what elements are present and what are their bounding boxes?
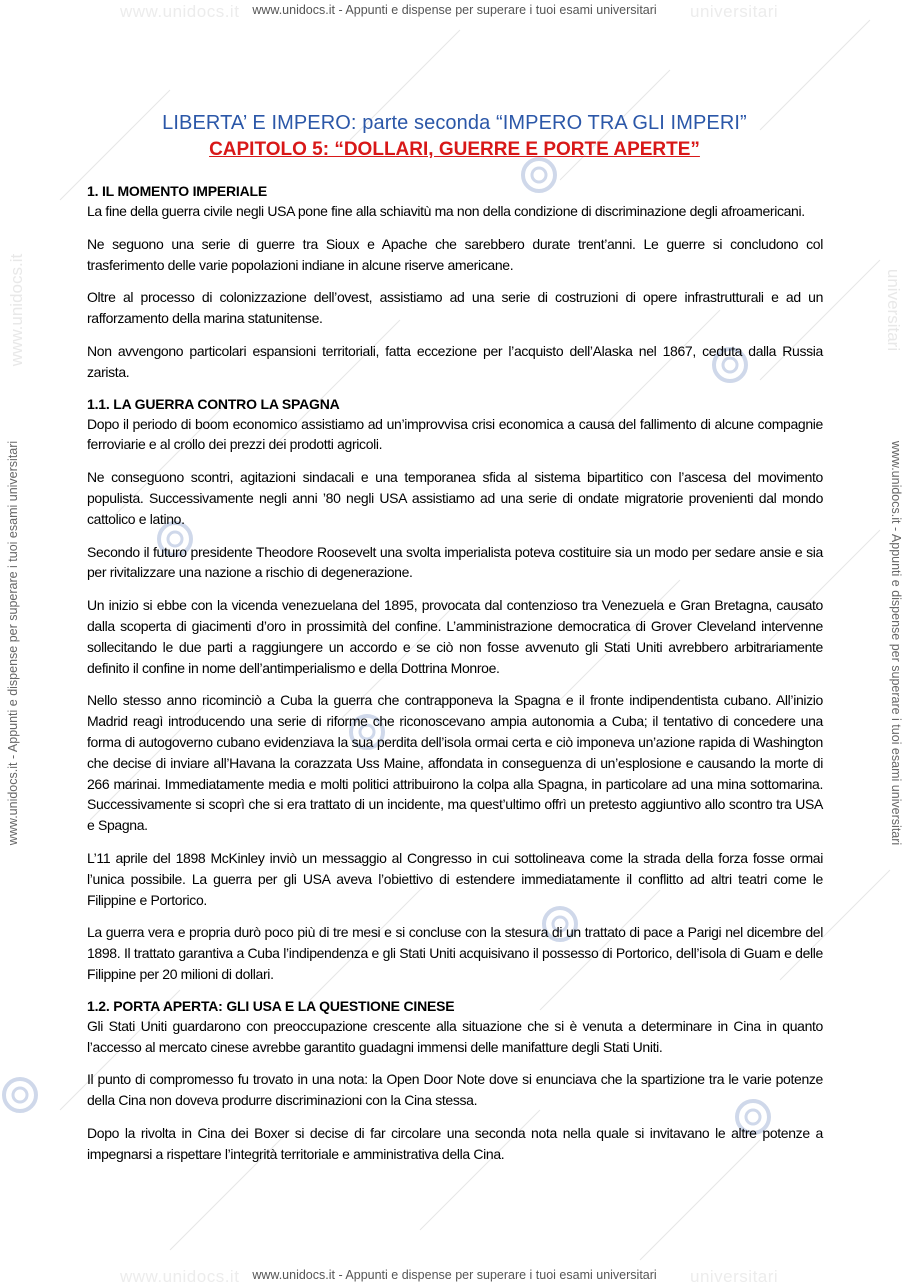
section <box>87 395 823 985</box>
banner-ghost-left: www.unidocs.it <box>120 2 240 21</box>
paragraph: Ne seguono una serie di guerre tra Sioux e Apache che sarebbero durate trent’anni. Le guerre si concludono col trasferimento delle varie popolazioni indiane in alcune riserve americane. <box>87 235 823 273</box>
banner-text: www.unidocs.it - Appunti e dispense per superare i tuoi esami universitari <box>252 3 657 17</box>
paragraph: Un inizio si ebbe con la vicenda venezuelana del 1895, provocata dal contenzioso tra Venezuela e Gran Bretagna, causato dalla scoperta di giacimenti d’oro in prossimità del confine. L’amministrazione democratica di Grover Cleveland intervenne sollecitando le due parti a raggiungere un accordo e se ciò non fosse avvenuto gli Stati Uniti avrebbero arbitrariamente definito il confine in nome dell’antimperialismo e della Dottrina Monroe. <box>87 597 823 676</box>
paragraph: Nello stesso anno ricominciò a Cuba la guerra che contrapponeva la Spagna e il fronte indipendentista cubano. All’inizio Madrid reagì introducendo una serie di riforme che riconoscevano ampia autonomia a Cuba; il tentativo di concedere una forma di autogoverno cubano evidenziava la sua perdita dell’isola ormai certa e ciò imponeva un’azione rapida di Washington che decise di inviare all’Havana la corazzata Uss Maine, affondata in conseguenza di un’esplosione e causando la morte di 266 marinai. Immediatamente media e molti politici attribuirono la colpa alla Spagna, in particolare ad una mina sottomarina. Successivamente si scoprì che si era trattato di un incidente, ma quest’ultimo offrì un pretesto aggiuntivo allo scontro tra USA e Spagna. <box>87 692 823 834</box>
paragraph: L’11 aprile del 1898 McKinley inviò un messaggio al Congresso in cui sottolineava come la strada della forza fosse ormai l’unica possibile. La guerra per gli USA aveva l’obiettivo di estendere immediatamente il conflitto ad altri teatri come le Filippine e Portorico. <box>87 849 823 908</box>
side-ghost-right: universitari <box>884 268 903 352</box>
banner-ghost-left: www.unidocs.it <box>120 1267 240 1286</box>
section <box>87 182 823 383</box>
unidocs-logo-icon <box>0 1075 40 1115</box>
banner-ghost-right: universitari <box>690 2 779 21</box>
section-heading: 1. IL MOMENTO IMPERIALE <box>87 183 268 199</box>
section <box>87 997 823 1165</box>
paragraph: Non avvengono particolari espansioni territoriali, fatta eccezione per l’acquisto dell’Alaska nel 1867, ceduta dalla Russia zarista. <box>87 342 823 380</box>
section-heading: 1.2. PORTA APERTA: GLI USA E LA QUESTIONE CINESE <box>87 997 455 1014</box>
paragraph: Dopo il periodo di boom economico assistiamo ad un’improvvisa crisi economica a causa del fallimento di alcune compagnie ferroviarie e al crollo dei prezzi dei prodotti agricoli. <box>87 415 823 453</box>
side-watermark-right: www.unidocs.it - Appunti e dispense per superare i tuoi esami universitari <box>889 440 903 846</box>
banner-text: www.unidocs.it - Appunti e dispense per superare i tuoi esami universitari <box>252 1268 657 1282</box>
paragraph: Oltre al processo di colonizzazione dell’ovest, assistiamo ad una serie di costruzioni di opere infrastrutturali e ad un rafforzamento della marina statunitense. <box>87 289 823 327</box>
footer-banner <box>0 1267 909 1286</box>
chapter-title: CAPITOLO 5: “DOLLARI, GUERRE E PORTE APERTE” <box>209 139 700 160</box>
paragraph: Il punto di compromesso fu trovato in una nota: la Open Door Note dove si enunciava che la spartizione tra le varie potenze della Cina non doveva produrre discriminazioni con la Cina stessa. <box>87 1071 823 1109</box>
side-watermark-left: www.unidocs.it - Appunti e dispense per superare i tuoi esami universitari <box>6 440 20 846</box>
paragraph: Secondo il futuro presidente Theodore Roosevelt una svolta imperialista poteva costituire sia un modo per sedare ansie e sia per rivitalizzare una nazione a rischio di degenerazione. <box>87 543 823 581</box>
paragraph: Ne conseguono scontri, agitazioni sindacali e una temporanea sfida al sistema bipartitico con l’ascesa del movimento populista. Successivamente negli anni ’80 negli USA assistiamo ad una serie di ondate migratorie provenienti dal mondo cattolico e latino. <box>87 469 823 527</box>
paragraph: La fine della guerra civile negli USA pone fine alla schiavitù ma non della condizione di discriminazione degli afroamericani. <box>87 203 805 219</box>
header-banner <box>0 2 909 21</box>
paragraph: La guerra vera e propria durò poco più di tre mesi e si concluse con la stesura di un trattato di pace a Parigi nel dicembre del 1898. Il trattato garantiva a Cuba l’indipendenza e gli Stati Uniti acquisivano il possesso di Portorico, dell’isola di Guam e delle Filippine per 20 milioni di dollari. <box>87 924 823 982</box>
banner-ghost-right: universitari <box>690 1267 779 1286</box>
side-ghost-left: www.unidocs.it <box>7 253 26 367</box>
document-body <box>87 182 823 1176</box>
paragraph: Dopo la rivolta in Cina dei Boxer si decise di far circolare una seconda nota nella quale si invitavano le altre potenze a impegnarsi a rispettare l’integrità territoriale e amministrativa della Cina. <box>87 1124 823 1162</box>
section-heading: 1.1. LA GUERRA CONTRO LA SPAGNA <box>87 395 340 412</box>
document-title: LIBERTA’ E IMPERO: parte seconda “IMPERO TRA GLI IMPERI” <box>162 112 747 134</box>
paragraph: Gli Stati Uniti guardarono con preoccupazione crescente alla situazione che si è venuta a determinare in Cina in quanto l’accesso al mercato cinese avrebbe garantito guadagni immensi delle manifatture degli Stati Uniti. <box>87 1017 823 1055</box>
